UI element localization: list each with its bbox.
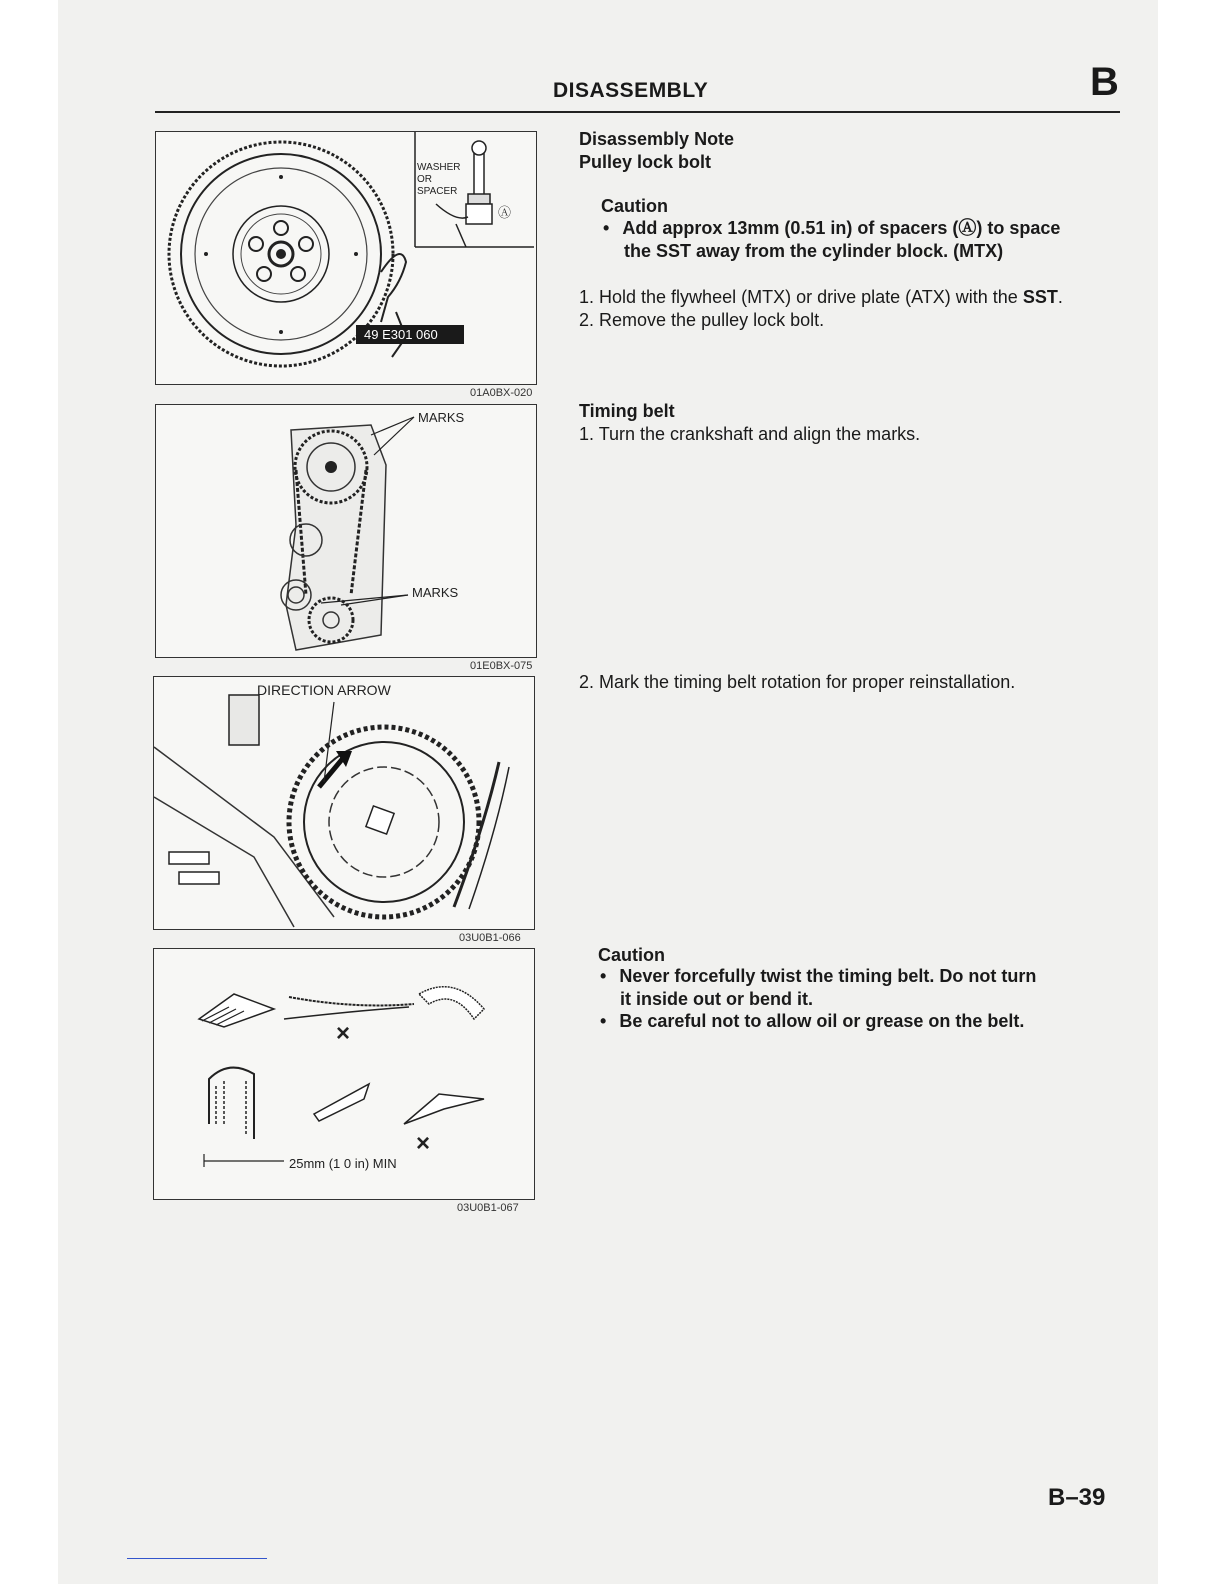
- tool-tag: 49 E301 060: [364, 327, 438, 342]
- bullet-icon: •: [600, 966, 607, 986]
- label-direction-arrow: DIRECTION ARROW: [257, 682, 391, 698]
- figure-code: 03U0B1-066: [459, 932, 521, 944]
- label-a: Ⓐ: [498, 205, 512, 220]
- caution-item: [600, 965, 1036, 988]
- caution-heading: Caution: [601, 196, 668, 216]
- caution-heading: Caution: [598, 945, 665, 965]
- figure-direction-arrow: [153, 676, 535, 930]
- pulley-lock-bolt-heading: Pulley lock bolt: [579, 152, 712, 172]
- belt-handling-illustration: [154, 949, 534, 1199]
- label-or: OR: [417, 174, 432, 185]
- sst-text: SST: [1022, 287, 1058, 307]
- caution-text: Never forcefully twist the timing belt. Do not turn: [619, 966, 1037, 986]
- step-mark-rotation: 2. Mark the timing belt rotation for proper reinstallation.: [579, 672, 1016, 692]
- x-mark-twist: ×: [336, 1020, 351, 1047]
- caution-text: Be careful not to allow oil or grease on the belt.: [619, 1011, 1025, 1031]
- page-number: B–39: [1048, 1484, 1106, 1511]
- step-remove-bolt: 2. Remove the pulley lock bolt.: [579, 310, 825, 330]
- flywheel-illustration: [156, 132, 536, 384]
- step-period: .: [1057, 287, 1063, 307]
- step-text: 1. Hold the flywheel (MTX) or drive plate (ATX) with the: [579, 287, 1023, 307]
- disassembly-note-heading: Disassembly Note: [579, 129, 735, 149]
- caution-item: [603, 217, 1060, 240]
- figure-timing-marks: [155, 404, 537, 658]
- timing-belt-heading: Timing belt: [579, 401, 675, 421]
- bullet-icon: •: [603, 218, 610, 238]
- label-marks-top: MARKS: [418, 410, 465, 425]
- bullet-icon: •: [600, 1011, 607, 1031]
- figure-belt-handling: [153, 948, 535, 1200]
- figure-code: 01A0BX-020: [470, 387, 533, 399]
- figure-flywheel: [155, 131, 537, 385]
- section-letter: B: [1090, 60, 1119, 104]
- caution-text: Add approx 13mm (0.51 in) of spacers (Ⓐ) to space: [622, 218, 1061, 238]
- x-mark-bend: ×: [416, 1130, 431, 1157]
- figure-code: 01E0BX-075: [470, 660, 533, 672]
- label-washer: WASHER: [417, 162, 461, 173]
- label-min-radius: 25mm (1 0 in) MIN: [289, 1156, 397, 1171]
- direction-arrow-illustration: [154, 677, 534, 929]
- figure-code: 03U0B1-067: [457, 1202, 519, 1214]
- caution-text-cont: the SST away from the cylinder block. (MTX): [624, 241, 1004, 261]
- caution-item: [600, 1010, 1024, 1033]
- step-turn-crankshaft: 1. Turn the crankshaft and align the marks.: [579, 424, 921, 444]
- label-marks-bottom: MARKS: [412, 585, 459, 600]
- label-spacer: SPACER: [417, 186, 458, 197]
- page-title: DISASSEMBLY: [553, 79, 709, 102]
- footer-link-underline[interactable]: [127, 1558, 267, 1559]
- step-hold-flywheel: [579, 286, 1063, 309]
- caution-text-cont: it inside out or bend it.: [620, 989, 813, 1009]
- timing-marks-illustration: [156, 405, 536, 657]
- header-rule: [155, 111, 1120, 113]
